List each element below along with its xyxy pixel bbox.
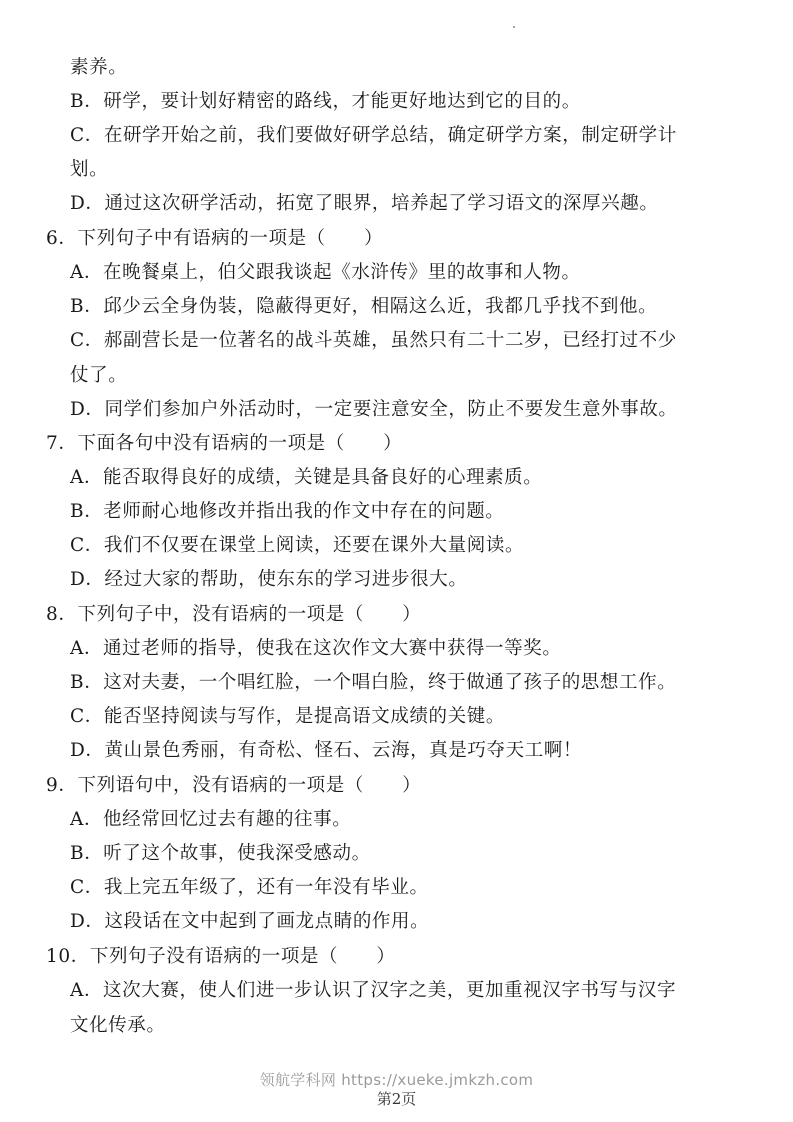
option-9d: D．这段话在文中起到了画龙点睛的作用。 [70,911,430,932]
option-5c: C．在研学开始之前，我们要做好研学总结，确定研学方案，制定研学计 [70,125,677,146]
option-9b: B．听了这个故事，使我深受感动。 [70,843,371,864]
option-b5-continuation: 素养。 [70,57,128,78]
option-8c: C．能否坚持阅读与写作，是提高语文成绩的关键。 [70,706,505,727]
question-7: 7．下面各句中没有语病的一项是（ ） [46,433,403,454]
option-6c: C．郝副营长是一位著名的战斗英雄，虽然只有二十二岁，已经打过不少 [70,330,677,351]
option-9a: A．他经常回忆过去有趣的往事。 [70,809,352,830]
watermark-text: 领航学科网 https://xueke.jmkzh.com [259,1071,534,1089]
option-7c: C．我们不仅要在课堂上阅读，还要在课外大量阅读。 [70,535,525,556]
speck-mark [513,26,515,28]
option-6c-continuation: 仗了。 [70,365,128,386]
option-10a: A．这次大赛，使人们进一步认识了汉字之美，更加重视汉字书写与汉字 [70,980,677,1001]
option-7d: D．经过大家的帮助，使东东的学习进步很大。 [70,569,468,590]
option-6a: A．在晚餐桌上，伯父跟我谈起《水浒传》里的故事和人物。 [70,262,581,283]
option-7b: B．老师耐心地修改并指出我的作文中存在的问题。 [70,501,505,522]
option-10a-continuation: 文化传承。 [70,1015,166,1036]
question-9: 9．下列语句中，没有语病的一项是（ ） [46,775,422,796]
question-6: 6．下列句子中有语病的一项是（ ） [46,228,384,249]
option-8b: B．这对夫妻，一个唱红脸，一个唱白脸，终于做通了孩子的思想工作。 [70,672,677,693]
option-5c-continuation: 划。 [70,159,109,180]
page-number: 第2页 [376,1090,417,1108]
option-6d: D．同学们参加户外活动时，一定要注意安全，防止不要发生意外事故。 [70,399,678,420]
option-8a: A．通过老师的指导，使我在这次作文大赛中获得一等奖。 [70,638,562,659]
option-6b: B．邱少云全身伪装，隐蔽得更好，相隔这么近，我都几乎找不到他。 [70,296,658,317]
option-7a: A．能否取得良好的成绩，关键是具备良好的心理素质。 [70,467,543,488]
question-8: 8．下列句子中，没有语病的一项是（ ） [46,604,422,625]
option-5d: D．通过这次研学活动，拓宽了眼界，培养起了学习语文的深厚兴趣。 [70,193,659,214]
option-9c: C．我上完五年级了，还有一年没有毕业。 [70,877,429,898]
option-5b: B．研学，要计划好精密的路线，才能更好地达到它的目的。 [70,91,581,112]
question-10: 10．下列句子没有语病的一项是（ ） [46,946,396,967]
option-8d: D．黄山景色秀丽，有奇松、怪石、云海，真是巧夺天工啊！ [70,740,583,761]
